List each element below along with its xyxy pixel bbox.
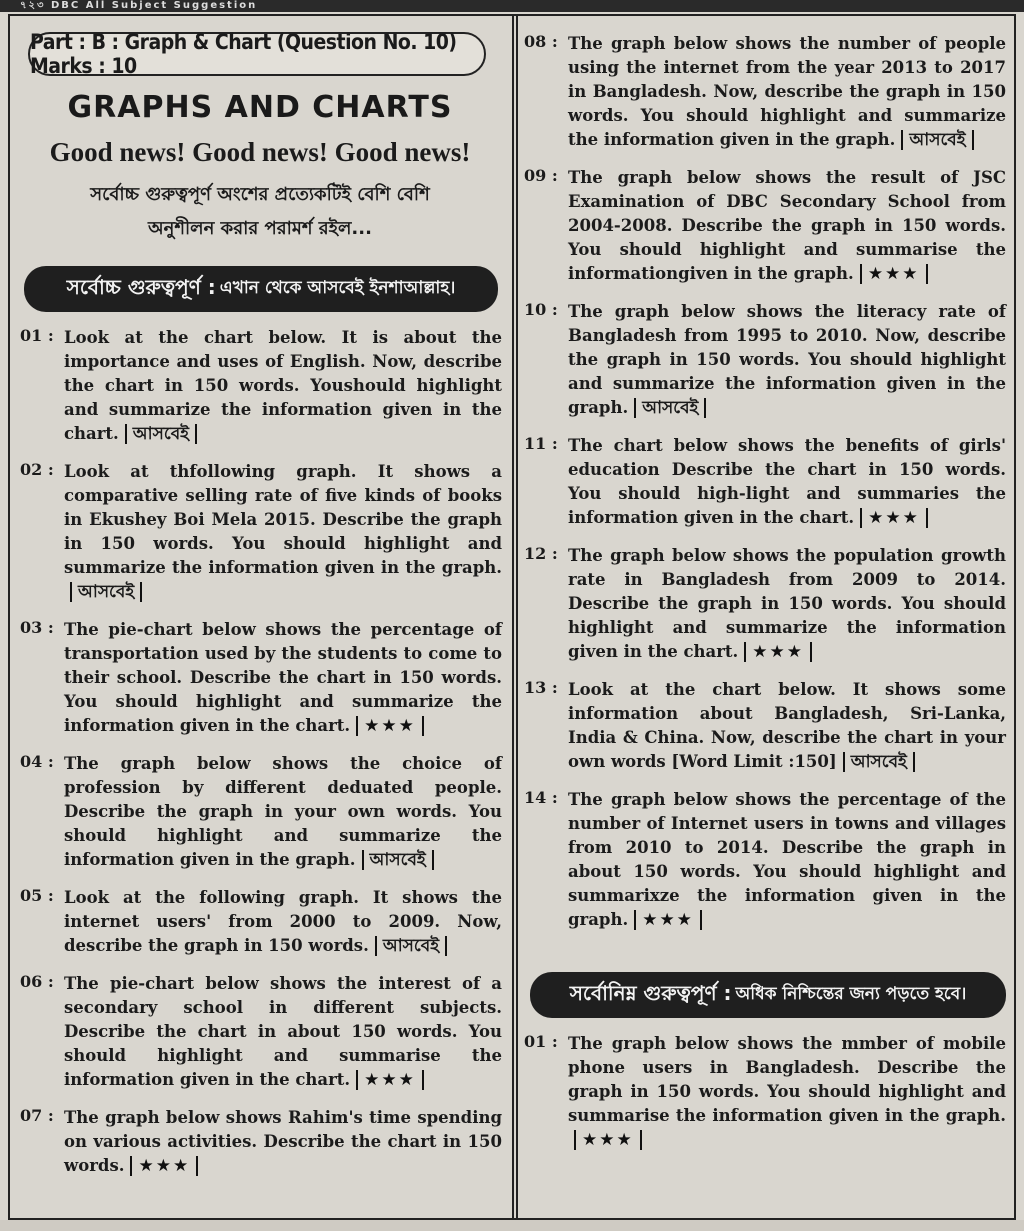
question-body: Look at the chart below. It is about the importance and uses of English. Now, describe the chart in 150 words. Youshould highlight and summarize the information given in the chart. bbox=[64, 328, 502, 443]
question-number: 05 : bbox=[20, 886, 54, 905]
asbei-badge: আসবেই bbox=[125, 424, 197, 444]
question-item bbox=[18, 972, 502, 1092]
question-number: 10 : bbox=[524, 300, 558, 319]
part-label-box: Part : B : Graph & Chart (Question No. 10) Marks : 10 bbox=[28, 32, 486, 76]
question-item bbox=[522, 434, 1006, 530]
question-body: The graph below shows the literacy rate of Bangladesh from 1995 to 2010. Now, describe the graph in 150 words. You should highlight and summarize the information given in the graph. bbox=[568, 302, 1006, 417]
good-news-heading: Good news! Good news! Good news! bbox=[49, 137, 471, 167]
question-text bbox=[568, 544, 1006, 664]
asbei-badge: আসবেই bbox=[362, 850, 434, 870]
asbei-badge: আসবেই bbox=[634, 398, 706, 418]
asbei-badge: আসবেই bbox=[70, 582, 142, 602]
question-number: 11 : bbox=[524, 434, 558, 453]
question-item bbox=[18, 326, 502, 446]
importance-stars-badge: ★★★ bbox=[634, 910, 702, 930]
question-number: 01 : bbox=[524, 1032, 558, 1051]
question-body: The chart below shows the benefits of girls' education Describe the chart in 150 words. You should high-light and summaries the information given in the chart. bbox=[568, 436, 1006, 527]
importance-stars-badge: ★★★ bbox=[574, 1130, 642, 1150]
page-title: GRAPHS AND CHARTS bbox=[67, 90, 453, 125]
question-body: Look at the chart below. It shows some information about Bangladesh, Sri-Lanka, India & China. Now, describe the chart in your own words [Word Limit :150] bbox=[568, 680, 1006, 771]
question-item bbox=[18, 460, 502, 604]
importance-stars-badge: ★★★ bbox=[356, 1070, 424, 1090]
question-item bbox=[522, 1032, 1006, 1152]
question-item bbox=[522, 166, 1006, 286]
least-important-banner bbox=[530, 972, 1006, 1018]
question-body: Look at thfollowing graph. It shows a comparative selling rate of five kinds of books in Ekushey Boi Mela 2015. Describe the graph in 150 words. You should highlight and summarize the information given in the graph. bbox=[64, 462, 502, 577]
question-body: The graph below shows the percentage of the number of Internet users in towns and villages from 2010 to 2014. Describe the graph in about 150 words. You should highlight and summarixze the information given in the graph. bbox=[568, 790, 1006, 929]
advice-line-2: অনুশীলন করার পরামর্শ রইল... bbox=[148, 218, 372, 239]
question-item bbox=[18, 886, 502, 958]
question-text bbox=[64, 1106, 502, 1178]
most-important-banner bbox=[24, 266, 498, 312]
question-text bbox=[64, 886, 502, 958]
question-text bbox=[568, 166, 1006, 286]
question-number: 09 : bbox=[524, 166, 558, 185]
banner-title: সর্বোচ্চ গুরুত্বপূর্ণ : bbox=[66, 274, 216, 299]
question-text bbox=[568, 788, 1006, 932]
question-item bbox=[522, 300, 1006, 420]
low-priority-question-list bbox=[522, 1032, 1006, 1152]
question-number: 07 : bbox=[20, 1106, 54, 1125]
top-header-strip: ৭২৩ DBC All Subject Suggestion bbox=[0, 0, 1024, 12]
asbei-badge: আসবেই bbox=[901, 130, 973, 150]
question-number: 13 : bbox=[524, 678, 558, 697]
right-question-list bbox=[522, 32, 1006, 932]
question-body: The graph below shows the population growth rate in Bangladesh from 2009 to 2014. Describe the graph in 150 words. You should highlight and summarize the information given in the chart. bbox=[568, 546, 1006, 661]
question-text bbox=[64, 752, 502, 872]
question-number: 08 : bbox=[524, 32, 558, 51]
left-column bbox=[18, 24, 502, 1178]
question-item bbox=[522, 544, 1006, 664]
asbei-badge: আসবেই bbox=[843, 752, 915, 772]
question-number: 02 : bbox=[20, 460, 54, 479]
question-text bbox=[64, 460, 502, 604]
question-number: 04 : bbox=[20, 752, 54, 771]
advice-text bbox=[18, 178, 502, 246]
question-text bbox=[568, 300, 1006, 420]
question-item bbox=[522, 678, 1006, 774]
question-item bbox=[18, 618, 502, 738]
question-text bbox=[64, 972, 502, 1092]
question-body: The graph below shows the mmber of mobile phone users in Bangladesh. Describe the graph in 150 words. You should highlight and summarise the information given in the graph. bbox=[568, 1034, 1006, 1125]
banner-title: সর্বোনিম্ন গুরুত্বপূর্ণ : bbox=[569, 980, 732, 1005]
question-body: The graph below shows Rahim's time spending on various activities. Describe the chart in 150 words. bbox=[64, 1108, 502, 1175]
question-number: 14 : bbox=[524, 788, 558, 807]
importance-stars-badge: ★★★ bbox=[744, 642, 812, 662]
question-body: The graph below shows the choice of profession by different deduated people. Describe the graph in your own words. You should highlight and summarize the information given in the graph. bbox=[64, 754, 502, 869]
question-item bbox=[522, 788, 1006, 932]
question-item bbox=[18, 1106, 502, 1178]
importance-stars-badge: ★★★ bbox=[860, 264, 928, 284]
question-item bbox=[522, 32, 1006, 152]
question-body: The graph below shows the number of people using the internet from the year 2013 to 2017 in Bangladesh. Now, describe the graph in 150 words. You should highlight and summarize the information given in the graph. bbox=[568, 34, 1006, 149]
question-number: 12 : bbox=[524, 544, 558, 563]
left-question-list bbox=[18, 326, 502, 1178]
question-body: The pie-chart below shows the percentage of transportation used by the students to come to their school. Describe the chart in 150 words. You should highlight and summarize the information given in the chart. bbox=[64, 620, 502, 735]
question-number: 03 : bbox=[20, 618, 54, 637]
question-text bbox=[568, 434, 1006, 530]
question-item bbox=[18, 752, 502, 872]
importance-stars-badge: ★★★ bbox=[356, 716, 424, 736]
question-text bbox=[568, 32, 1006, 152]
question-text bbox=[64, 618, 502, 738]
question-text bbox=[568, 678, 1006, 774]
advice-line-1: সর্বোচ্চ গুরুত্বপূর্ণ অংশের প্রত্যেকটিই বেশি বেশি bbox=[90, 184, 430, 205]
importance-stars-badge: ★★★ bbox=[860, 508, 928, 528]
question-body: The pie-chart below shows the interest of a secondary school in different subjects. Describe the chart in about 150 words. You should highlight and summarise the information given in the chart. bbox=[64, 974, 502, 1089]
question-body: The graph below shows the result of JSC Examination of DBC Secondary School from 2004-2008. Describe the graph in 150 words. You should highlight and summarise the informationgiven in the graph. bbox=[568, 168, 1006, 283]
banner-subtitle: এখান থেকে আসবেই ইনশাআল্লাহ। bbox=[219, 278, 456, 298]
question-text bbox=[568, 1032, 1006, 1152]
column-divider bbox=[512, 16, 518, 1218]
asbei-badge: আসবেই bbox=[375, 936, 447, 956]
question-body: Look at the following graph. It shows the internet users' from 2000 to 2009. Now, describe the graph in 150 words. bbox=[64, 888, 502, 955]
importance-stars-badge: ★★★ bbox=[130, 1156, 198, 1176]
right-column bbox=[522, 18, 1006, 1152]
question-number: 01 : bbox=[20, 326, 54, 345]
bottom-strip bbox=[0, 1220, 1024, 1231]
suggestion-page bbox=[8, 14, 1016, 1220]
question-text bbox=[64, 326, 502, 446]
banner-subtitle: অধিক নিশ্চিন্তের জন্য পড়তে হবে। bbox=[735, 984, 967, 1004]
question-number: 06 : bbox=[20, 972, 54, 991]
